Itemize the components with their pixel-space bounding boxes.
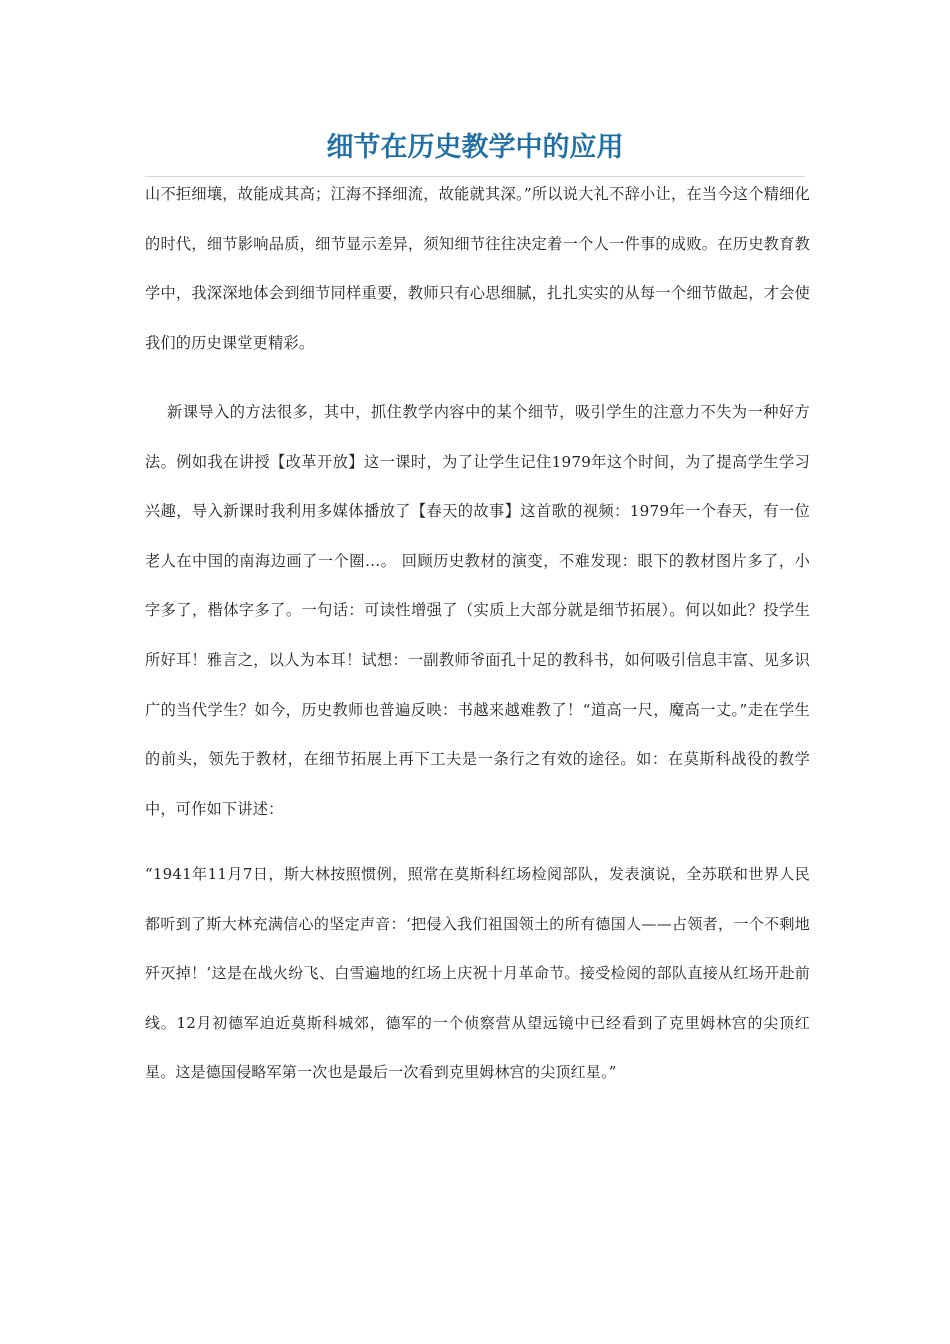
- paragraph-lesson-intro: 新课导入的方法很多，其中，抓住教学内容中的某个细节，吸引学生的注意力不失为一种好方法。例如我在讲授【改革开放】这一课时，为了让学生记住1979年这个时间，为了提高学生学习兴趣，导入新课时我利用多媒体播放了【春天的故事】这首歌的视频：1979年一个春天，有一位老人在中国的南海边画了一个圈…。 回顾历史教材的演变，不难发现：眼下的教材图片多了，小字多了，楷体字多了。一句话：可读性增强了（实质上大部分就是细节拓展）。何以如此？投学生所好耳！雅言之，以人为本耳！试想：一副教师爷面孔十足的教科书，如何吸引信息丰富、见多识广的当代学生？如今，历史教师也普遍反映：书越来越难教了！“道高一尺，魔高一丈。”走在学生的前头，领先于教材，在细节拓展上再下工夫是一条行之有效的途径。如：在莫斯科战役的教学中，可作如下讲述：: [145, 403, 810, 818]
- document-title: 细节在历史教学中的应用: [326, 132, 624, 163]
- paragraph-moscow-quote: “1941年11月7日，斯大林按照惯例，照常在莫斯科红场检阅部队，发表演说，全苏联和世界人民都听到了斯大林充满信心的坚定声音：‘把侵入我们祖国领土的所有德国人——占领者，一个不剩地歼灭掉！’这是在战火纷飞、白雪遍地的红场上庆祝十月革命节。接受检阅的部队直接从红场开赴前线。12月初德军迫近莫斯科城郊，德军的一个侦察营从望远镜中已经看到了克里姆林宫的尖顶红星。这是德国侵略军第一次也是最后一次看到克里姆林宫的尖顶红星。”: [145, 865, 810, 1082]
- paragraph-intro: 山不拒细壤，故能成其高；江海不择细流，故能就其深。”所以说大礼不辞小让，在当今这个精细化的时代，细节影响品质，细节显示差异，须知细节往往决定着一个人一件事的成败。在历史教育教学中，我深深地体会到细节同样重要，教师只有心思细腻，扎扎实实的从每一个细节做起，才会使我们的历史课堂更精彩。: [145, 185, 810, 352]
